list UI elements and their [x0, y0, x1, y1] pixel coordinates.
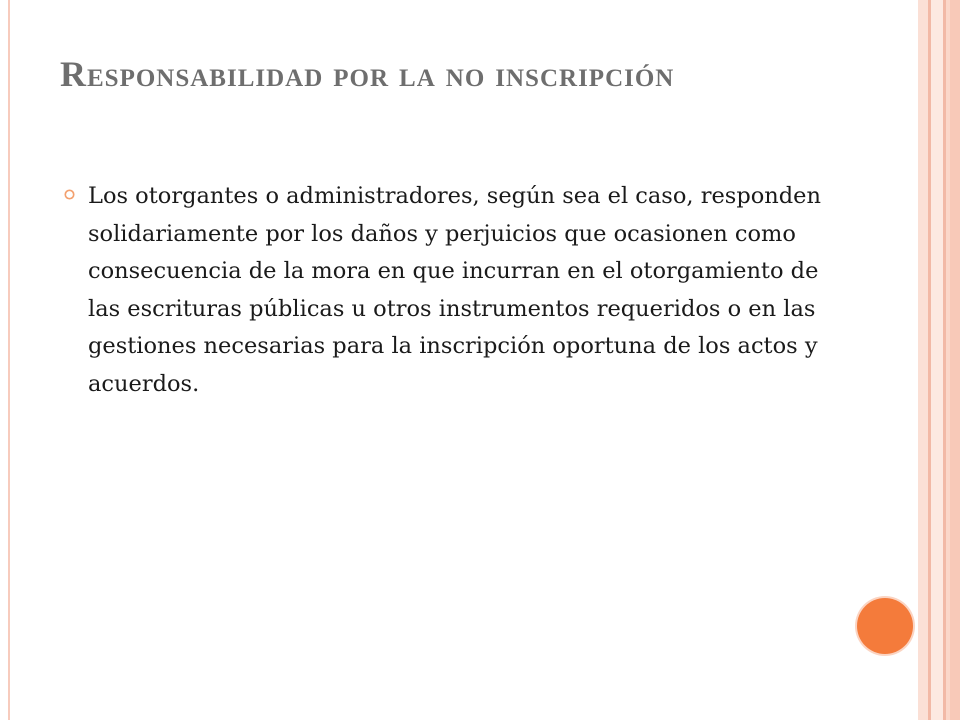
orange-circle-icon — [857, 598, 913, 654]
bullet-item: Los otorgantes o administradores, según sea el caso, responden solidariamente por los daños y perjuicios que ocasionen como consecuencia de la mora en que incurran en el otorgamiento de las escrituras públicas u otros instrumentos requeridos o en las gestiones necesarias para la inscripción oportuna de los actos y acuerdos. — [88, 183, 821, 397]
open-circle-icon — [64, 189, 75, 200]
left-border-line — [8, 0, 10, 720]
slide-title: Responsabilidad por la no inscripción — [60, 54, 675, 94]
right-decorative-stripes — [918, 0, 960, 720]
